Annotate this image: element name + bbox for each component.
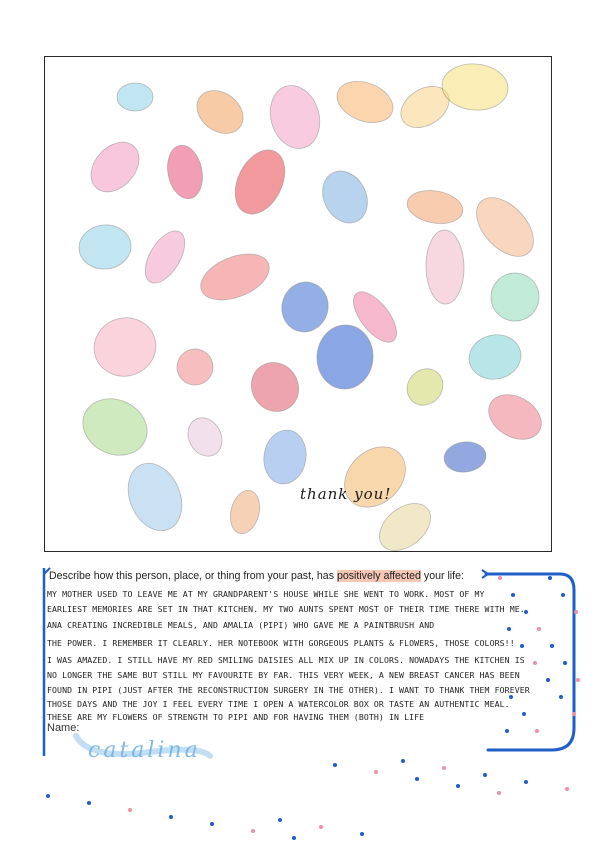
watercolor-petal [263, 80, 327, 155]
watercolor-petal [405, 186, 466, 227]
response-line: THE POWER. I REMEMBER IT CLEARLY. HER NOTEBOOK WITH GORGEOUS PLANTS & FLOWERS, THOSE COLORS!! [47, 638, 515, 648]
watercolor-petal [315, 323, 375, 391]
watercolor-petal [481, 263, 548, 330]
decor-dot [319, 825, 323, 829]
watercolor-petal [481, 386, 549, 449]
watercolor-petal [81, 133, 148, 201]
decor-dot [333, 763, 337, 767]
decor-dot [442, 766, 446, 770]
decor-dot [251, 829, 255, 833]
watercolor-petal [465, 330, 525, 384]
watercolor-petal [163, 142, 207, 201]
decor-dot [169, 815, 173, 819]
response-line: EARLIEST MEMORIES ARE SET IN THAT KITCHEN. MY TWO AUNTS SPENT MOST OF THEIR TIME THERE WITH ME. [47, 604, 525, 614]
decor-dot [535, 729, 539, 733]
response-line: THOSE DAYS AND THE JOY I FEEL EVERY TIME I OPEN A WATERCOLOR BOX OR TASTE AN AUTHENTIC MEAL. [47, 699, 510, 709]
watercolor-petal [331, 74, 399, 130]
name-label: Name: [47, 722, 80, 734]
decor-dot [576, 678, 580, 682]
watercolor-petal [118, 455, 191, 539]
watercolor-petal [425, 230, 464, 305]
watercolor-petal [466, 187, 544, 267]
artwork-caption: thank you! [300, 485, 392, 503]
response-line: MY MOTHER USED TO LEAVE ME AT MY GRANDPARENT'S HOUSE WHILE SHE WENT TO WORK. MOST OF MY [47, 589, 485, 599]
watercolor-petal [172, 344, 218, 390]
response-line: I WAS AMAZED. I STILL HAVE MY RED SMILING DAISIES ALL MIX UP IN COLORS. NOWADAYS THE KITCHEN IS [47, 655, 525, 665]
decor-dot [278, 818, 282, 822]
prompt-text: Describe how this person, place, or thing from your past, has [49, 570, 337, 582]
watercolor-petal [440, 61, 510, 113]
watercolor-petal [314, 163, 376, 230]
decor-dot [497, 791, 501, 795]
decor-dot [498, 576, 502, 580]
watercolor-petal [260, 427, 310, 487]
watercolor-petal [400, 362, 451, 413]
decor-dot [572, 712, 576, 716]
decor-dot [483, 773, 487, 777]
decor-dot [456, 784, 460, 788]
watercolor-petal [242, 354, 308, 421]
prompt-question [49, 570, 464, 582]
response-line: FOUND IN PIPI (JUST AFTER THE RECONSTRUCTION SURGERY IN THE OTHER). I WANT TO THANK THEM FOREVER [47, 685, 530, 695]
decor-dot [415, 777, 419, 781]
watercolor-petal [442, 440, 487, 475]
prompt-text-end: your life: [420, 570, 464, 582]
decor-dot [46, 794, 50, 798]
watercolor-petal [189, 82, 252, 142]
decor-dot [574, 610, 578, 614]
watercolor-artwork [44, 56, 552, 552]
watercolor-petal [225, 142, 294, 222]
decor-dot [87, 801, 91, 805]
watercolor-petal [226, 487, 264, 536]
decor-dot [360, 832, 364, 836]
decor-dot [374, 770, 378, 774]
decor-dot [401, 759, 405, 763]
watercolor-petal [137, 224, 193, 289]
decor-dot [524, 780, 528, 784]
watercolor-petal [194, 245, 276, 309]
decor-dot [128, 808, 132, 812]
decor-dot [548, 576, 552, 580]
name-signature: catalina [88, 738, 201, 763]
response-line: THESE ARE MY FLOWERS OF STRENGTH TO PIPI AND FOR HAVING THEM (BOTH) IN LIFE [47, 712, 425, 722]
watercolor-petal [276, 277, 333, 337]
decor-dot [565, 787, 569, 791]
watercolor-petal [117, 83, 153, 111]
decor-dot [292, 836, 296, 840]
watercolor-petal [181, 412, 228, 462]
response-line: ANA CREATING INCREDIBLE MEALS, AND AMALIA (PIPI) WHO GAVE ME A PAINTBRUSH AND [47, 620, 435, 630]
prompt-highlight: positively affected [336, 570, 421, 582]
decor-dot [210, 822, 214, 826]
decor-dot [505, 729, 509, 733]
flower-painting [45, 57, 552, 552]
response-line: NO LONGER THE SAME BUT STILL MY FAVOURITE BY FAR. THIS VERY WEEK, A NEW BREAST CANCER HAS BEEN [47, 670, 520, 680]
watercolor-petal [74, 389, 157, 466]
watercolor-petal [77, 222, 133, 271]
watercolor-petal [87, 310, 163, 384]
